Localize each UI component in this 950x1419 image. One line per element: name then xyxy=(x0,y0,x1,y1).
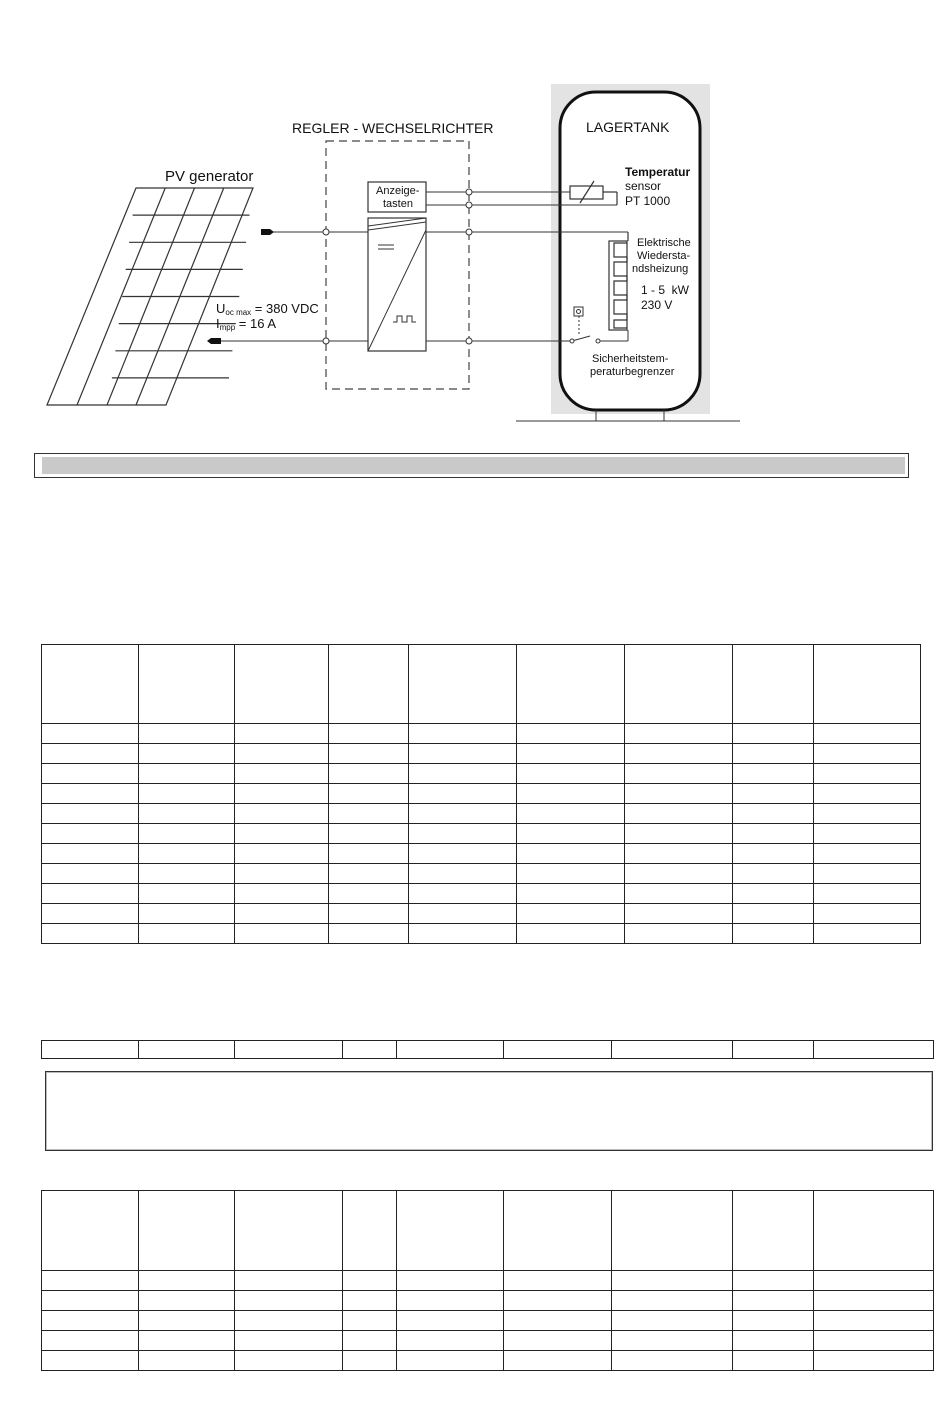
table-row xyxy=(42,1041,934,1059)
section-header-bar xyxy=(34,453,909,478)
pv-generator-label: PV generator xyxy=(165,168,254,185)
limiter-label-line1: Sicherheitstem- xyxy=(592,353,669,365)
system-diagram xyxy=(0,0,950,440)
inverter-icon xyxy=(368,218,426,351)
sensor-label-line2: sensor xyxy=(625,179,662,193)
table-row xyxy=(42,744,921,764)
minus-connector-icon xyxy=(207,338,221,344)
data-table-2 xyxy=(41,1190,934,1371)
current-rating-label: Impp = 16 A xyxy=(216,316,277,332)
table-row xyxy=(42,764,921,784)
table-header-row xyxy=(42,1191,934,1271)
sensor-label-line1: Temperatur xyxy=(625,165,691,179)
heater-label-line3: ndsheizung xyxy=(632,263,689,275)
controller-label: REGLER - WECHSELRICHTER xyxy=(292,120,494,136)
plus-connector-icon xyxy=(261,229,274,235)
table-row xyxy=(42,724,921,744)
table-row xyxy=(42,844,921,864)
notes-box[interactable] xyxy=(45,1071,933,1151)
heater-label-line1: Elektrische xyxy=(637,237,691,249)
sensor-label-line3: PT 1000 xyxy=(625,194,671,208)
heater-voltage-label: 230 V xyxy=(641,298,673,312)
display-keys-label-line1: Anzeige- xyxy=(376,185,420,197)
table-row xyxy=(42,884,921,904)
table-row xyxy=(42,924,921,944)
pv-panel-icon xyxy=(47,188,253,405)
table-row xyxy=(42,1351,934,1371)
table-row xyxy=(42,804,921,824)
display-keys-label-line2: tasten xyxy=(383,198,413,210)
data-table-1 xyxy=(41,644,921,944)
heater-label-line2: Wiedersta- xyxy=(637,250,691,262)
table-row xyxy=(42,784,921,804)
strip-table xyxy=(41,1040,934,1059)
voltage-rating-label: Uoc max = 380 VDC xyxy=(216,301,319,317)
section-header-fill xyxy=(42,457,905,474)
table-row xyxy=(42,1331,934,1351)
table-row xyxy=(42,864,921,884)
table-header-row xyxy=(42,645,921,724)
table-row xyxy=(42,1291,934,1311)
heater-power-label: 1 - 5 kW xyxy=(641,283,690,297)
table-row xyxy=(42,824,921,844)
table-row xyxy=(42,904,921,924)
table-row xyxy=(42,1271,934,1291)
limiter-label-line2: peraturbegrenzer xyxy=(590,366,675,378)
tank-label: LAGERTANK xyxy=(586,119,670,135)
table-row xyxy=(42,1311,934,1331)
